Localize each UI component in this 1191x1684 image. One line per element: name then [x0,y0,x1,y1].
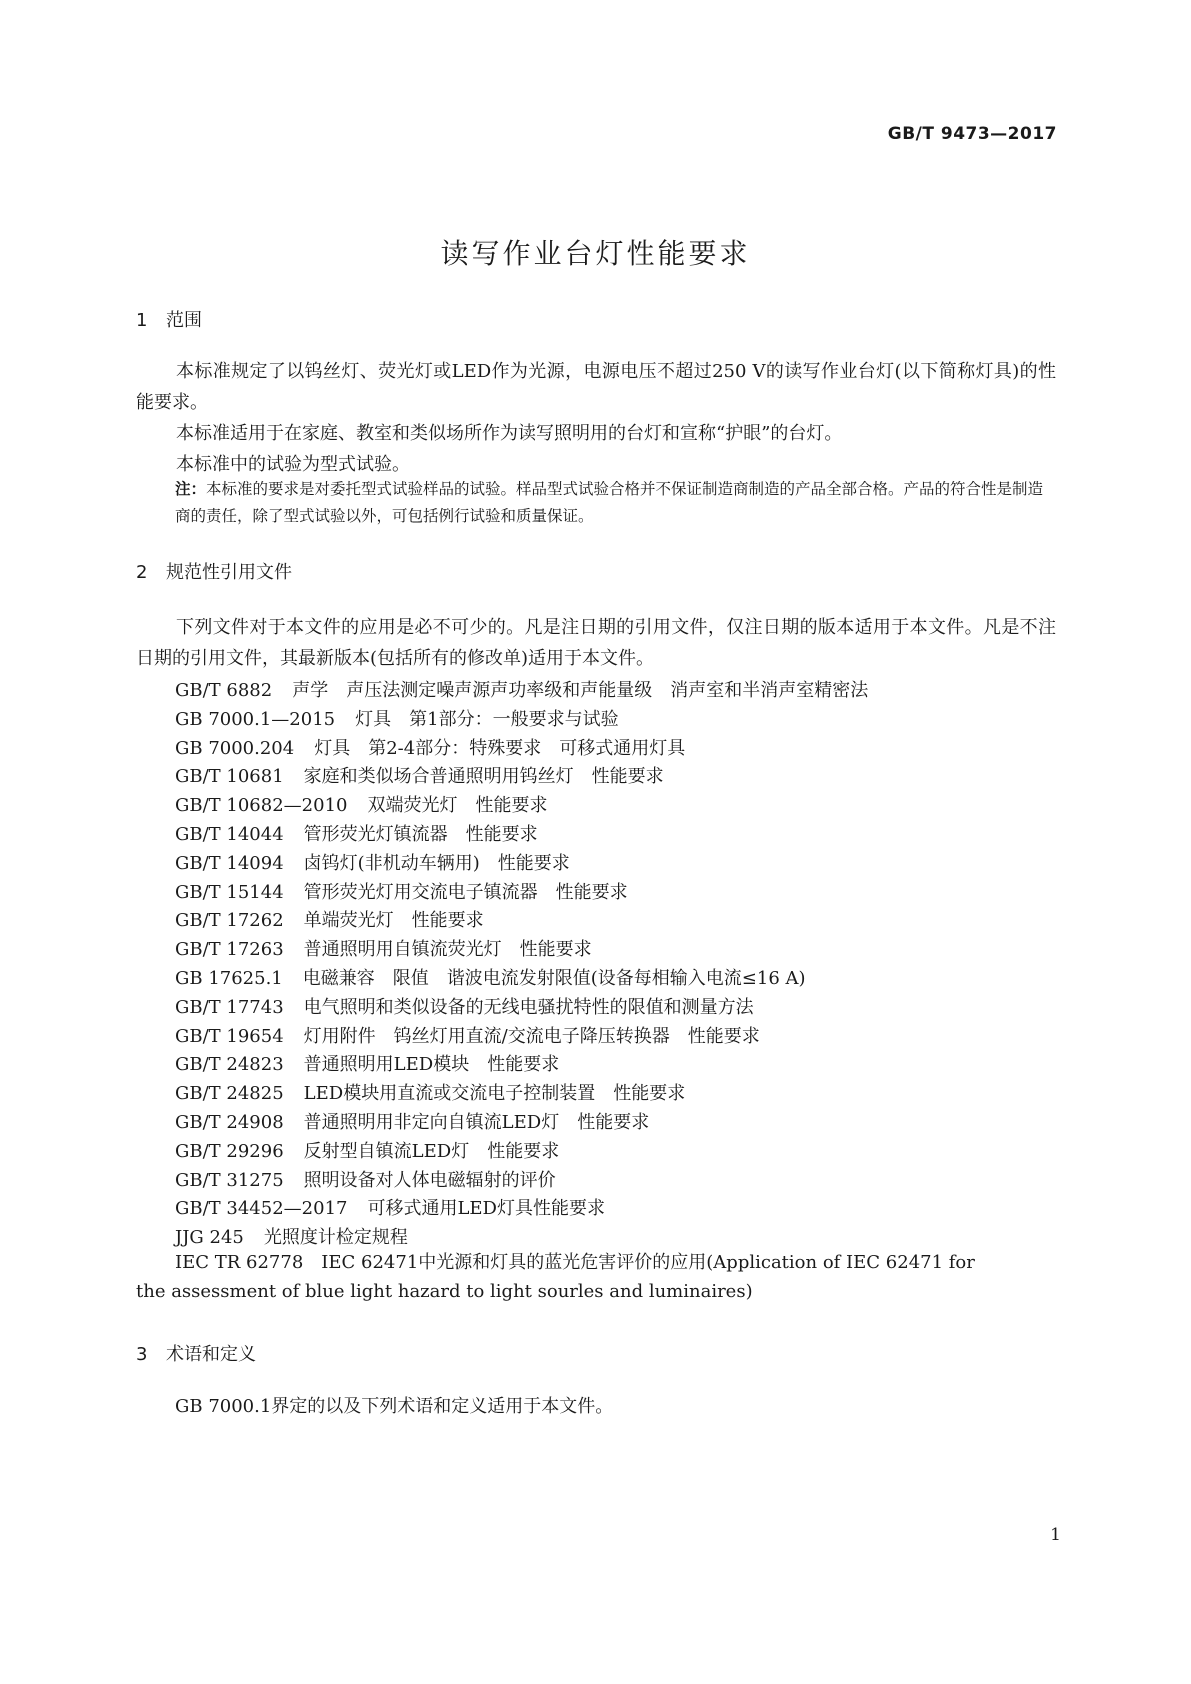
scope-paragraph-1: 本标准规定了以钨丝灯、荧光灯或LED作为光源，电源电压不超过250 V的读写作业台灯(以下简称灯具)的性能要求。 [136,361,1056,413]
reference-title: 反射型自镇流LED灯 性能要求 [303,1140,560,1162]
reference-code: GB/T 19654 [175,1025,284,1047]
reference-code: GB/T 14094 [175,852,284,874]
standard-code: GB/T 9473—2017 [887,124,1057,144]
normative-intro: 下列文件对于本文件的应用是必不可少的。凡是注日期的引用文件，仅注日期的版本适用于本文件。凡是不注日期的引用文件，其最新版本(包括所有的修改单)适用于本文件。 [136,617,1056,669]
reference-code: GB 7000.1—2015 [175,708,336,730]
reference-code: GB/T 14044 [175,824,284,845]
reference-item [175,1108,649,1134]
reference-title: 声学 声压法测定噪声源声功率级和声能量级 消声室和半消声室精密法 [292,680,869,701]
section-title: 范围 [166,310,202,331]
reference-code: GB/T 10682—2010 [175,795,348,817]
reference-code: GB/T 34452—2017 [175,1198,348,1220]
reference-code: GB/T 17263 [175,939,284,961]
reference-title: 照明设备对人体电磁辐射的评价 [303,1169,556,1191]
reference-title: 卤钨灯(非机动车辆用) 性能要求 [303,852,570,874]
section-number: 2 [136,562,148,583]
reference-item [175,820,538,846]
terms-intro: GB 7000.1界定的以及下列术语和定义适用于本文件。 [175,1396,614,1417]
reference-title: 普通照明用自镇流荧光灯 性能要求 [303,939,592,961]
reference-code: GB 7000.204 [175,737,295,759]
reference-code: GB/T 17743 [175,996,284,1018]
reference-code: GB/T 29296 [175,1140,284,1162]
note-text: 本标准的要求是对委托型式试验样品的试验。样品型式试验合格并不保证制造商制造的产品全部合格。产品的符合性是制造商的责任，除了型式试验以外，可包括例行试验和质量保证。 [175,480,1044,525]
reference-item [175,906,484,932]
reference-title: 普通照明用LED模块 性能要求 [303,1054,560,1076]
section-1-heading [136,306,202,332]
section-number: 3 [136,1344,148,1365]
reference-item [175,676,868,702]
reference-title: 管形荧光灯用交流电子镇流器 性能要求 [303,881,628,903]
reference-item [175,1166,556,1192]
reference-item [175,993,754,1019]
section-title: 术语和定义 [166,1344,256,1365]
reference-item [175,1137,559,1163]
reference-title: 普通照明用非定向自镇流LED灯 性能要求 [303,1112,650,1133]
reference-code: GB/T 10681 [175,766,284,788]
reference-iec-line-1: IEC TR 62778 IEC 62471中光源和灯具的蓝光危害评价的应用(Application of IEC 62471 for [175,1252,975,1273]
reference-item [175,964,806,990]
reference-title: 电磁兼容 限值 谐波电流发射限值(设备每相输入电流≤16 A) [302,968,806,989]
reference-code: GB/T 24823 [175,1054,284,1076]
page-number: 1 [1050,1525,1061,1545]
reference-title: 家庭和类似场合普通照明用钨丝灯 性能要求 [303,766,664,788]
reference-item [175,762,664,788]
reference-title: 管形荧光灯镇流器 性能要求 [303,824,538,845]
reference-title: 电气照明和类似设备的无线电骚扰特性的限值和测量方法 [303,996,754,1018]
reference-item [175,935,592,961]
reference-code: GB/T 17262 [175,910,284,932]
reference-code: GB/T 24908 [175,1112,284,1133]
scope-note [175,475,1057,530]
reference-code: GB 17625.1 [175,968,283,989]
reference-title: 光照度计检定规程 [263,1227,408,1249]
reference-code: GB/T 15144 [175,881,284,903]
reference-title: 单端荧光灯 性能要求 [303,910,484,932]
reference-item [175,1223,408,1249]
reference-title: 双端荧光灯 性能要求 [367,795,548,817]
reference-code: GB/T 24825 [175,1083,284,1105]
reference-item [175,1079,685,1105]
reference-item [175,734,685,760]
reference-iec-line-2: the assessment of blue light hazard to light sourles and luminaires) [136,1281,753,1302]
reference-item [175,1050,559,1076]
reference-item [175,878,628,904]
section-2-heading [136,558,292,584]
reference-title: 灯用附件 钨丝灯用直流/交流电子降压转换器 性能要求 [303,1025,760,1047]
reference-code: GB/T 6882 [175,680,273,701]
section-title: 规范性引用文件 [166,562,292,583]
reference-code: JJG 245 [175,1227,244,1249]
reference-item [175,791,547,817]
note-label: 注： [175,479,207,498]
section-number: 1 [136,310,148,331]
reference-item [175,849,570,875]
scope-paragraph-2: 本标准适用于在家庭、教室和类似场所作为读写照明用的台灯和宣称“护眼”的台灯。 [176,423,843,444]
reference-title: 灯具 第2-4部分：特殊要求 可移式通用灯具 [314,737,686,759]
reference-item [175,1022,760,1048]
scope-paragraph-3: 本标准中的试验为型式试验。 [176,454,410,475]
reference-item [175,705,619,731]
reference-title: LED模块用直流或交流电子控制装置 性能要求 [303,1083,686,1105]
reference-title: 可移式通用LED灯具性能要求 [367,1198,605,1220]
section-3-heading [136,1340,256,1366]
reference-item [175,1194,605,1220]
reference-code: GB/T 31275 [175,1169,284,1191]
reference-title: 灯具 第1部分：一般要求与试验 [355,708,619,730]
document-title: 读写作业台灯性能要求 [440,237,751,270]
